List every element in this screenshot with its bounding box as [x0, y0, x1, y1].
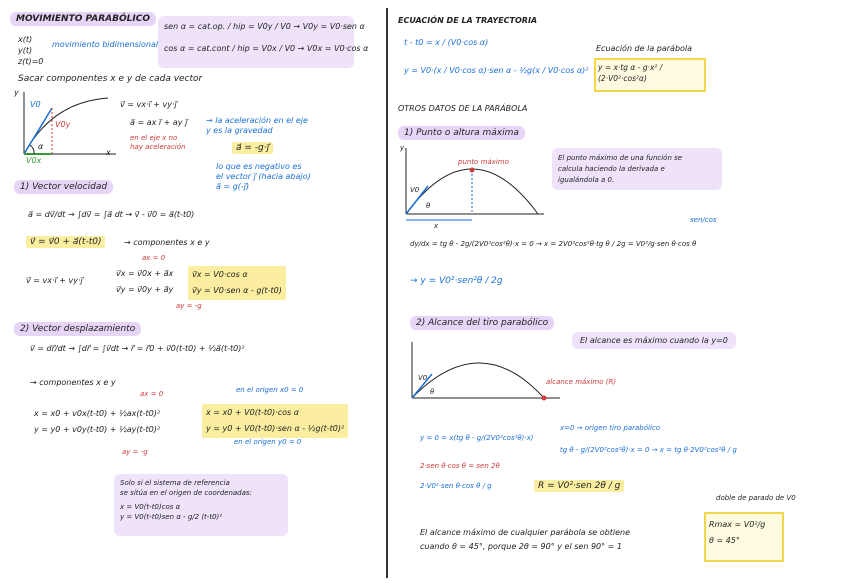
no-acc-line2: hay aceleración: [130, 143, 186, 151]
y-axis-label: y: [14, 88, 19, 97]
a-note-line1: → la aceleración en el eje: [206, 116, 308, 125]
y-substitution: y = V0·(x / V0·cos α)·sen α - ½g(x / V0·cos α)²: [404, 66, 589, 75]
max-point-marker: [470, 168, 475, 173]
t-equation: t - t0 = x / (V0·cos α): [404, 38, 489, 47]
sen-definition: sen α = cat.op. / hip = V0y / V0 → V0y = V0·sen α: [164, 22, 365, 31]
y-result: y = y0 + V0(t-t0)·sen α - ½g(t-t0)²: [206, 424, 345, 433]
x-equation: x = x0 + v0x(t-t0) + ½ax(t-t0)²: [34, 409, 161, 418]
velocity-result: v⃗ = v⃗0 + a⃗(t-t0): [26, 236, 105, 248]
vy-result: v⃗y = V0·sen α - g(t-t0): [192, 286, 282, 295]
otros-heading: OTROS DATOS DE LA PARÁBOLA: [398, 104, 528, 113]
velocity-integral: a⃗ = dv⃗/dt → ∫dv⃗ = ∫a⃗ dt → v⃗ - v⃗0 = a⃗(t-t0): [28, 210, 195, 219]
note1-line2: calcula haciendo la derivada e: [558, 165, 665, 173]
note1-line1: El punto máximo de una función se: [558, 154, 683, 162]
range-diagram: [404, 338, 564, 408]
vy-equation: v⃗y = v⃗0y + a⃗y: [116, 285, 174, 294]
max-point-diagram: [398, 144, 548, 224]
final-note: [420, 526, 630, 554]
y-zero-equation: y = 0 = x(tg θ - g/(2V0²cos²θ)·x): [420, 434, 534, 442]
rmax-equation: Rmax = V0²/g: [709, 520, 766, 529]
a-gravity: a⃗ = -g·j⃗: [232, 142, 273, 154]
derivative-note: [558, 153, 682, 186]
x-axis-label: x: [106, 148, 111, 157]
theta-label: θ: [426, 202, 431, 210]
range-marker: [542, 396, 547, 401]
y-equation: y = y0 + v0y(t-t0) + ½ay(t-t0)²: [34, 425, 161, 434]
section-range: 2) Alcance del tiro parabólico: [410, 316, 554, 330]
sacar-heading: Sacar componentes x e y de cada vector: [18, 74, 203, 84]
alpha-label: α: [38, 142, 44, 151]
derivative-equation: dy/dx = tg θ - 2g/(2V0²cos²θ)·x = 0 → x = 2V0²cos²θ·tg θ / 2g = V0²/g·sen θ·cos θ: [410, 240, 697, 248]
section-velocity: 1) Vector velocidad: [14, 180, 113, 194]
range-result: R = V0²·sen 2θ / g: [534, 480, 624, 492]
v0-label-right: V0: [410, 186, 420, 194]
column-divider: [386, 8, 388, 578]
displacement-equations: [34, 406, 160, 438]
ay-g-note: ay = -g: [176, 302, 202, 310]
page-title-right: ECUACIÓN DE LA TRAYECTORIA: [398, 16, 538, 25]
double-note: doble de parado de V0: [716, 494, 796, 502]
xyz-y: y(t): [18, 46, 33, 55]
velocity-components-label: → componentes x e y: [124, 238, 210, 247]
a-note-line2: y es la gravedad: [206, 126, 273, 135]
ymax-equation: → y = V0²·sen²θ / 2g: [410, 276, 503, 286]
sen-cos-note: sen/cos: [690, 216, 717, 224]
double-angle-identity: 2·sen θ·cos θ = sen 2θ: [420, 462, 500, 470]
negative-note: [216, 162, 311, 192]
velocity-components-result: [188, 266, 286, 300]
displacement-integral: v⃗ = dr⃗/dt → ∫dr⃗ = ∫v⃗dt → r⃗ = r⃗0 + v⃗0(t-t0) + ½a⃗(t-t0)²: [30, 344, 245, 353]
x-axis-label-right: x: [434, 222, 439, 230]
origen-y-note: en el origen y0 = 0: [234, 438, 302, 446]
alpha-arc: [30, 145, 34, 154]
parabola-label: Ecuación de la parábola: [596, 44, 693, 53]
range-label: alcance máximo (R): [546, 378, 617, 386]
theta-45: θ = 45°: [709, 536, 740, 545]
vox-label: V0x: [26, 156, 42, 165]
y-axis-label-right: y: [400, 144, 405, 152]
final-line1: El alcance máximo de cualquier parábola se obtiene: [420, 528, 631, 537]
note1-line3: igualándola a 0.: [558, 176, 615, 184]
section-displacement: 2) Vector desplazamiento: [14, 322, 141, 336]
x-range-equation: tg θ - g/(2V0²cos²θ)·x = 0 → x = tg θ·2V0²cos²θ / g: [560, 446, 737, 454]
no-acc-line1: en el eje x no: [130, 134, 178, 142]
page-title-left: MOVIMIENTO PARABÓLICO: [10, 12, 156, 26]
ref-line1: Solo si el sistema de referencia: [120, 479, 230, 487]
cos-definition: cos α = cat.cont / hip = V0x / V0 → V0x = V0·cos α: [164, 44, 369, 53]
displacement-components-label: → componentes x e y: [30, 378, 116, 387]
v0-label-range: V0: [418, 374, 428, 382]
range-note: El alcance es máximo cuando la y=0: [572, 332, 736, 349]
a-note: [206, 116, 308, 136]
voy-label: V0y: [55, 120, 71, 129]
v0-label: V0: [30, 100, 41, 109]
x-result: x = x0 + V0(t-t0)·cos α: [206, 408, 300, 417]
final-line2: cuando θ = 45°, porque 2θ = 90° y el sen 90° = 1: [420, 542, 623, 551]
range-intermediate: 2·V0²·sen θ·cos θ / g: [420, 482, 492, 490]
ref-line2: se sitúa en el origen de coordenadas:: [120, 489, 252, 497]
neg-line1: lo que es negativo es: [216, 162, 302, 171]
vx-equation: v⃗x = v⃗0x + a⃗x: [116, 269, 174, 278]
a-components: a⃗ = ax i⃗ + ay j⃗: [130, 118, 188, 127]
ref-y: y = V0(t-t0)sen α - g/2 (t-t0)²: [120, 513, 223, 521]
xyz-z: z(t)=0: [18, 57, 44, 66]
no-acceleration-note: [130, 134, 185, 152]
x-zero-origin: x=0 → origen tiro parabólico: [560, 424, 661, 432]
displacement-results: [202, 404, 348, 438]
xyz-x: x(t): [18, 35, 33, 44]
velocity-vector: v⃗ = vx·i⃗ + vy·j⃗: [26, 276, 83, 285]
ref-x: x = V0(t-t0)cos α: [120, 503, 181, 511]
velocity-components: [116, 266, 173, 298]
origen-x-note: en el origen x0 = 0: [236, 386, 304, 394]
bidim-note: movimiento bidimensional: [52, 40, 159, 49]
max-point-label: punto máximo: [458, 158, 509, 166]
theta-label-range: θ: [430, 388, 435, 396]
ay-g-note-2: ay = -g: [122, 448, 148, 456]
neg-line3: a⃗ = g(-j⃗): [216, 182, 250, 191]
section-max-point: 1) Punto o altura máxima: [398, 126, 525, 140]
xyz-list: [18, 34, 43, 67]
v-components: v⃗ = vx·i⃗ + vy·j⃗: [120, 100, 177, 109]
neg-line2: el vector j⃗ (hacia abajo): [216, 172, 311, 181]
ax-zero-note: ax = 0: [142, 254, 166, 262]
ax-zero-note-2: ax = 0: [140, 390, 164, 398]
rmax-box: [704, 512, 784, 562]
vx-result: v⃗x = V0·cos α: [192, 270, 248, 279]
reference-note: [120, 478, 252, 522]
parabola-equation: y = x·tg α - g·x² / (2·V0²·cos²α): [594, 58, 706, 92]
